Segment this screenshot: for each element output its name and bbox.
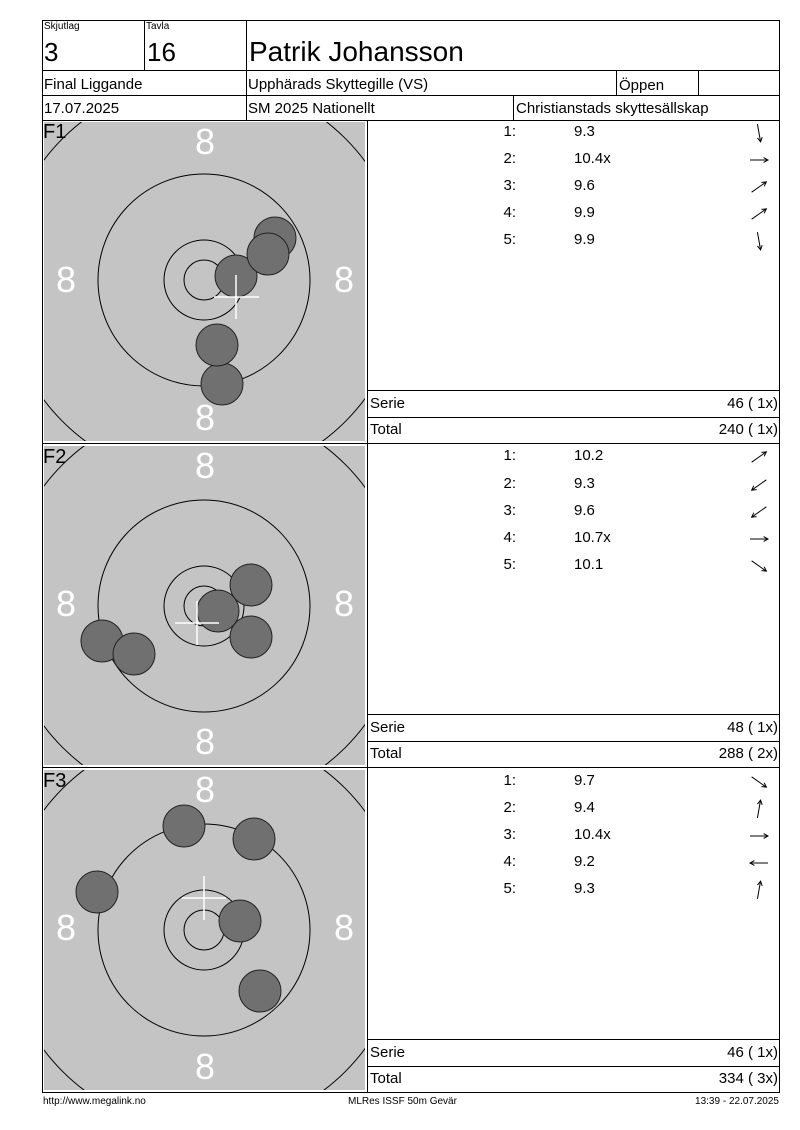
shot-value: 10.4x bbox=[574, 150, 611, 167]
shot-direction-icon bbox=[748, 475, 770, 495]
shot-4 bbox=[197, 590, 239, 632]
shot-1 bbox=[239, 970, 281, 1012]
ring-label-left: 8 bbox=[55, 907, 77, 948]
shot-number: 1: bbox=[503, 772, 516, 789]
total-label: Total bbox=[370, 1070, 402, 1087]
club: Upphärads Skyttegille (VS) bbox=[248, 76, 429, 93]
shot-value: 10.4x bbox=[574, 826, 611, 843]
shot-value: 9.9 bbox=[574, 204, 595, 221]
shot-row bbox=[370, 123, 780, 143]
shot-number: 5: bbox=[503, 231, 516, 248]
ring-label-bottom: 8 bbox=[194, 1046, 216, 1087]
shot-value: 9.3 bbox=[574, 123, 595, 140]
shot-number: 2: bbox=[503, 150, 516, 167]
shot-direction-icon bbox=[748, 204, 770, 224]
shot-value: 10.2 bbox=[574, 447, 604, 464]
shot-row bbox=[370, 231, 780, 251]
shot-5 bbox=[233, 818, 275, 860]
shot-row bbox=[370, 529, 780, 549]
shot-value: 10.7x bbox=[574, 529, 611, 546]
ring-label-right: 8 bbox=[333, 907, 355, 948]
skjutlag-label: Skjutlag bbox=[44, 21, 80, 32]
ring-label-left: 8 bbox=[55, 259, 77, 300]
tavla-label: Tavla bbox=[146, 21, 170, 32]
shot-row bbox=[370, 799, 780, 819]
ring-outer bbox=[44, 770, 365, 1090]
ring-label-bottom: 8 bbox=[194, 721, 216, 762]
total-label: Total bbox=[370, 745, 402, 762]
shot-5 bbox=[196, 324, 238, 366]
ring-label-left: 8 bbox=[55, 583, 77, 624]
series-label-f2: F2 bbox=[43, 446, 67, 468]
target-f3 bbox=[44, 770, 365, 1090]
shot-row bbox=[370, 447, 780, 467]
shot-value: 9.4 bbox=[574, 799, 595, 816]
shot-value: 10.1 bbox=[574, 556, 604, 573]
series-label-f1: F1 bbox=[43, 121, 67, 143]
shot-number: 4: bbox=[503, 204, 516, 221]
shot-number: 4: bbox=[503, 529, 516, 546]
shot-5 bbox=[230, 616, 272, 658]
shot-row bbox=[370, 177, 780, 197]
shot-value: 9.3 bbox=[574, 880, 595, 897]
footer-software: MLRes ISSF 50m Gevär bbox=[348, 1096, 457, 1107]
ring-mid bbox=[98, 824, 310, 1036]
shot-direction-icon bbox=[748, 556, 770, 576]
shot-direction-icon bbox=[748, 826, 770, 846]
shot-number: 5: bbox=[503, 556, 516, 573]
shot-row bbox=[370, 772, 780, 792]
shot-direction-icon bbox=[748, 799, 770, 819]
ring-label-top: 8 bbox=[194, 446, 216, 486]
shot-number: 3: bbox=[503, 177, 516, 194]
footer-timestamp: 13:39 - 22.07.2025 bbox=[695, 1096, 779, 1107]
shot-2 bbox=[163, 805, 205, 847]
shot-row bbox=[370, 826, 780, 846]
ring-label-right: 8 bbox=[333, 583, 355, 624]
serie-score: 46 ( 1x) bbox=[727, 1044, 778, 1061]
shot-row bbox=[370, 853, 780, 873]
target-face-f1 bbox=[44, 122, 365, 441]
organizer: Christianstads skyttesällskap bbox=[516, 100, 709, 117]
serie-label: Serie bbox=[370, 395, 406, 412]
shot-number: 3: bbox=[503, 502, 516, 519]
shot-1 bbox=[230, 564, 272, 606]
shot-number: 2: bbox=[503, 475, 516, 492]
competition-name: SM 2025 Nationellt bbox=[248, 100, 375, 117]
ring-label-bottom: 8 bbox=[194, 397, 216, 438]
shot-direction-icon bbox=[748, 529, 770, 549]
footer-website: http://www.megalink.no bbox=[43, 1096, 146, 1107]
shot-number: 1: bbox=[503, 123, 516, 140]
shot-direction-icon bbox=[748, 502, 770, 522]
shot-row bbox=[370, 204, 780, 224]
total-score: 240 ( 1x) bbox=[718, 421, 778, 438]
shot-direction-icon bbox=[748, 150, 770, 170]
shot-value: 9.3 bbox=[574, 475, 595, 492]
competition-date: 17.07.2025 bbox=[44, 100, 120, 117]
tavla-value: 16 bbox=[147, 37, 176, 67]
shot-4 bbox=[247, 233, 289, 275]
shot-direction-icon bbox=[748, 447, 770, 467]
shot-row bbox=[370, 150, 780, 170]
target-face-f2 bbox=[44, 446, 365, 765]
target-f2 bbox=[44, 446, 365, 765]
ring-label-top: 8 bbox=[194, 770, 216, 810]
serie-label: Serie bbox=[370, 1044, 406, 1061]
shooter-name: Patrik Johansson bbox=[249, 36, 464, 67]
serie-label: Serie bbox=[370, 719, 406, 736]
shot-number: 1: bbox=[503, 447, 516, 464]
discipline: Final Liggande bbox=[44, 76, 143, 93]
shot-4 bbox=[76, 871, 118, 913]
total-score: 288 ( 2x) bbox=[718, 745, 778, 762]
ring-label-top: 8 bbox=[194, 122, 216, 162]
shot-value: 9.6 bbox=[574, 177, 595, 194]
skjutlag-value: 3 bbox=[44, 37, 59, 67]
shot-direction-icon bbox=[748, 772, 770, 792]
serie-score: 46 ( 1x) bbox=[727, 395, 778, 412]
shot-number: 4: bbox=[503, 853, 516, 870]
shot-value: 9.9 bbox=[574, 231, 595, 248]
shot-direction-icon bbox=[748, 231, 770, 251]
shot-row bbox=[370, 502, 780, 522]
shot-direction-icon bbox=[748, 853, 770, 873]
shot-value: 9.2 bbox=[574, 853, 595, 870]
shot-number: 5: bbox=[503, 880, 516, 897]
shot-value: 9.6 bbox=[574, 502, 595, 519]
shot-3 bbox=[113, 633, 155, 675]
shot-value: 9.7 bbox=[574, 772, 595, 789]
series-label-f3: F3 bbox=[43, 770, 67, 792]
total-score: 334 ( 3x) bbox=[718, 1070, 778, 1087]
shot-number: 3: bbox=[503, 826, 516, 843]
serie-score: 48 ( 1x) bbox=[727, 719, 778, 736]
shot-row bbox=[370, 556, 780, 576]
ring-label-right: 8 bbox=[333, 259, 355, 300]
shot-number: 2: bbox=[503, 799, 516, 816]
shot-direction-icon bbox=[748, 880, 770, 900]
target-face-f3 bbox=[44, 770, 365, 1090]
shot-row bbox=[370, 475, 780, 495]
shot-3 bbox=[219, 900, 261, 942]
shot-row bbox=[370, 880, 780, 900]
target-f1 bbox=[44, 122, 365, 441]
total-label: Total bbox=[370, 421, 402, 438]
shot-direction-icon bbox=[748, 123, 770, 143]
shooter-class: Öppen bbox=[619, 77, 665, 94]
shot-direction-icon bbox=[748, 177, 770, 197]
